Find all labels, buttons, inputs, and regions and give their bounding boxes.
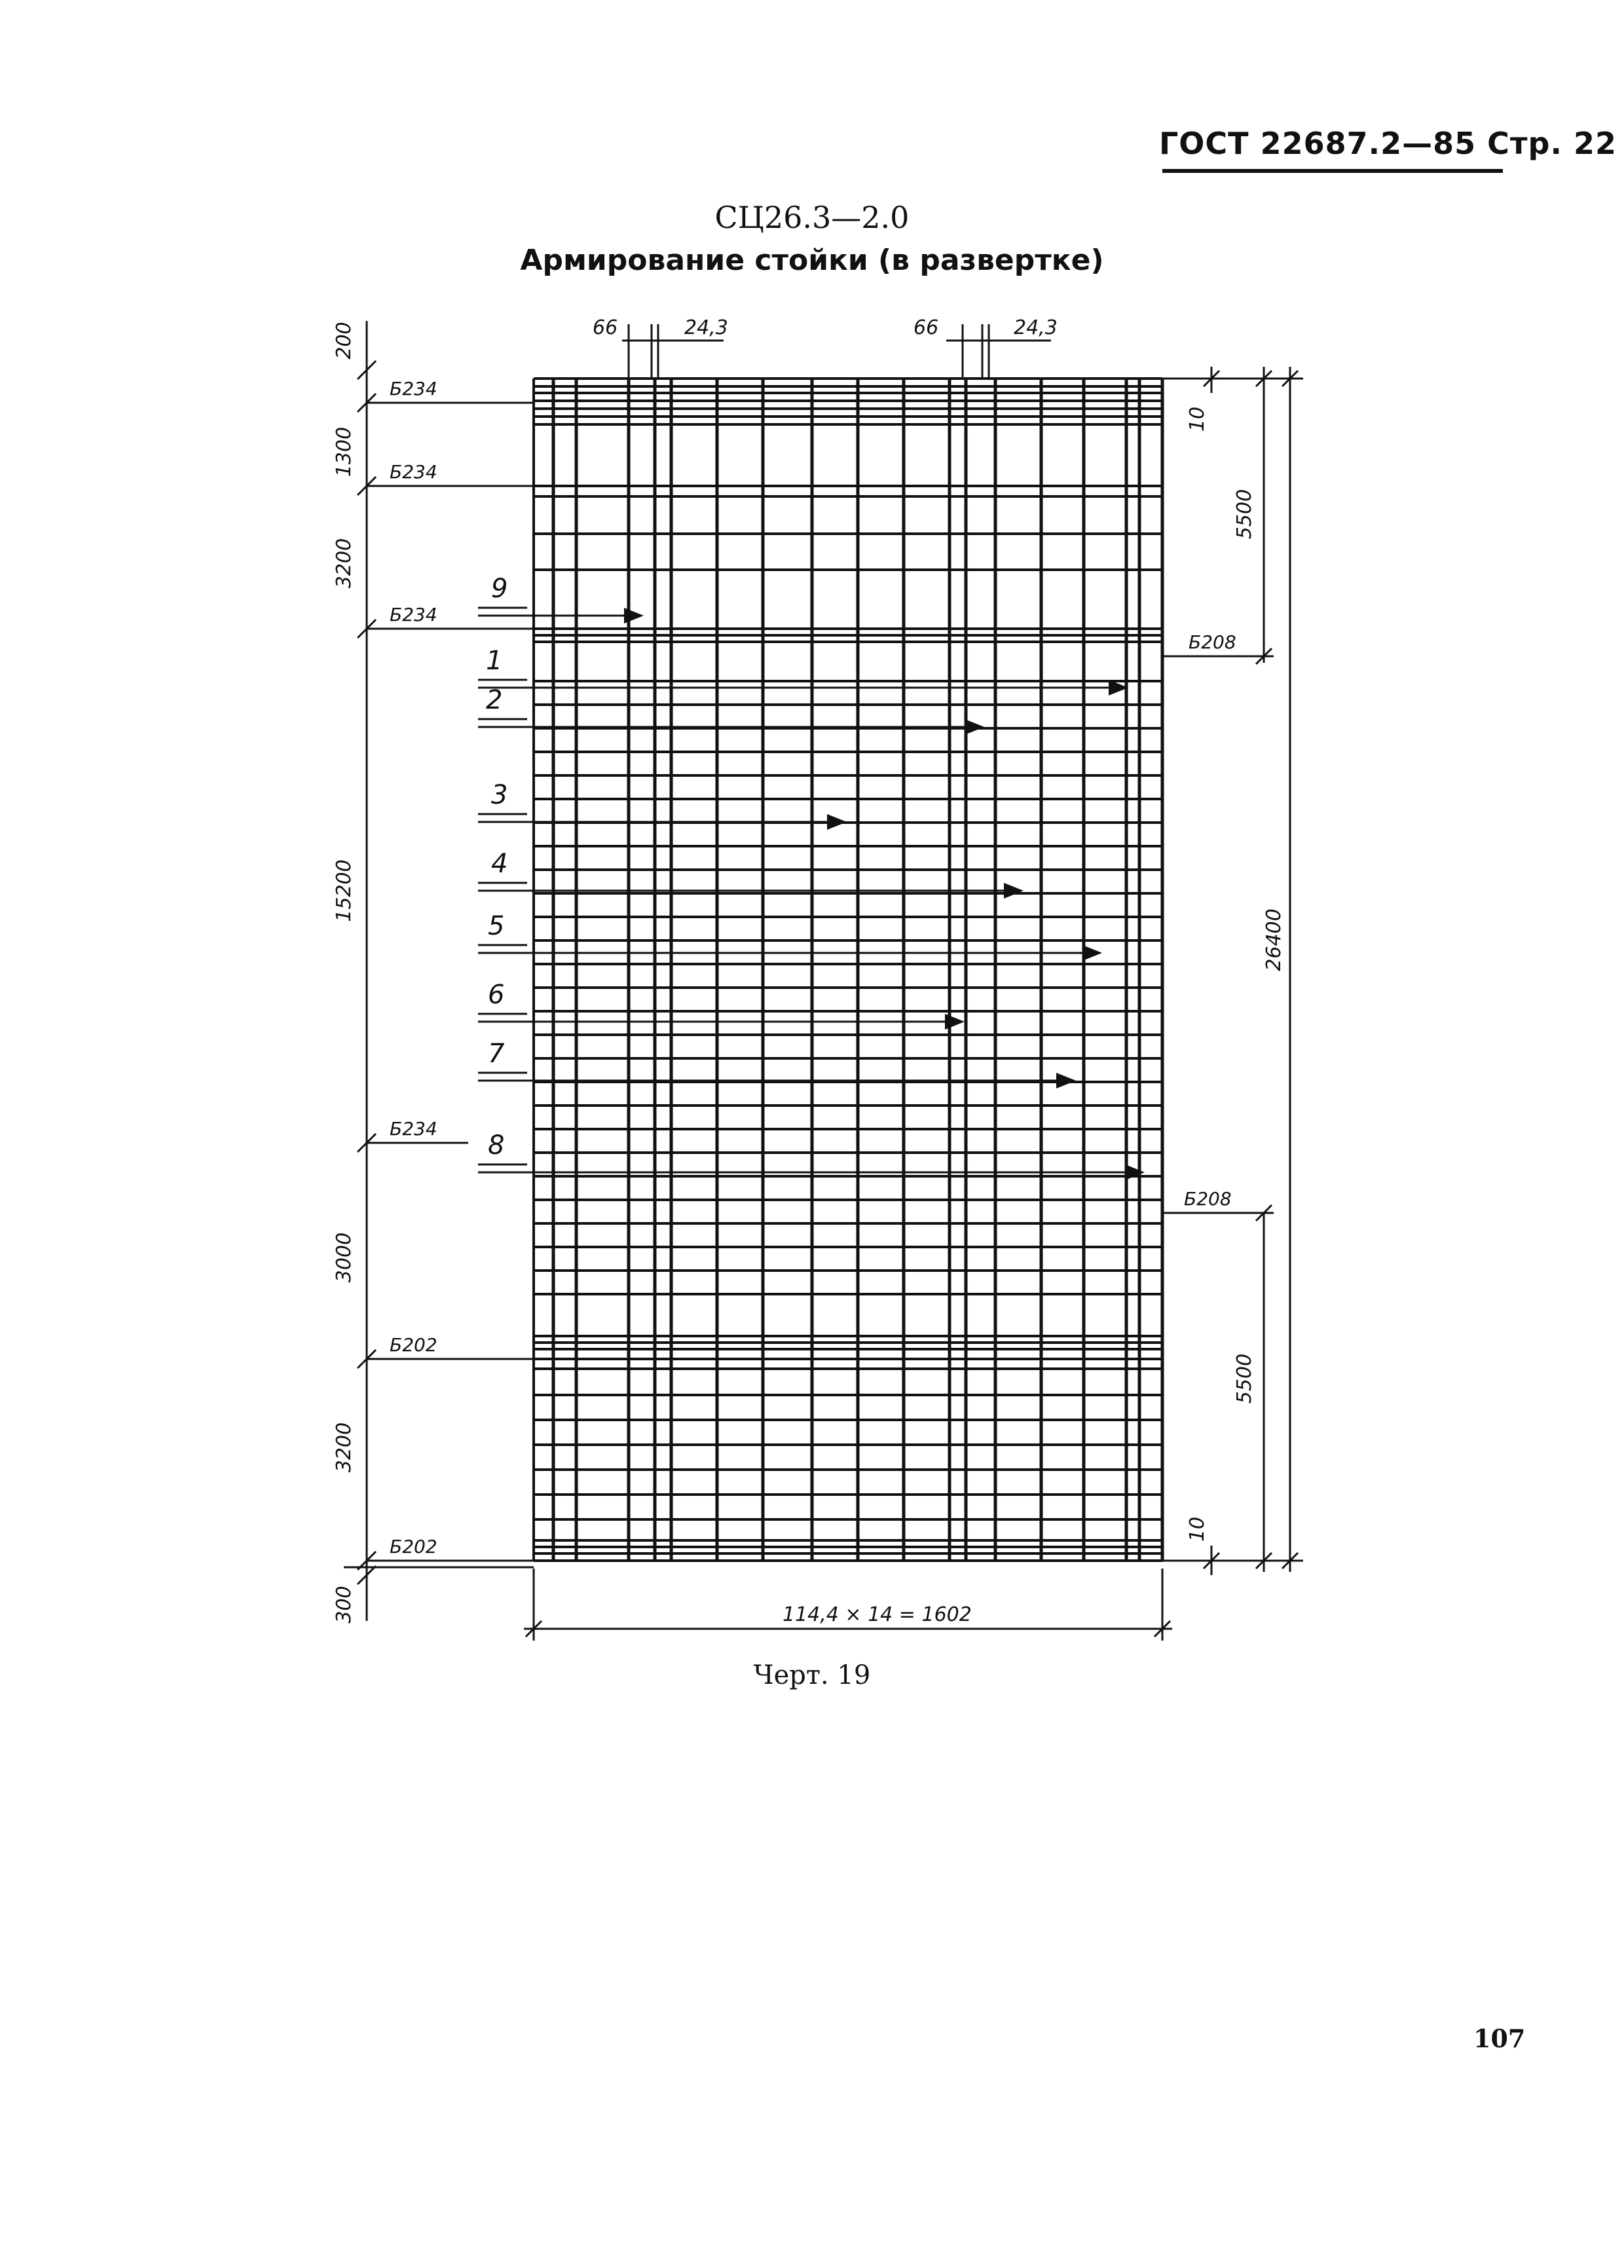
top-dimension-value: 24,3	[684, 316, 728, 339]
right-dimension-value: 5500	[1233, 1353, 1256, 1404]
left-dimension-value: 3200	[333, 1422, 356, 1473]
right-reference-label: Б208	[1184, 1188, 1232, 1210]
left-reference-label: Б234	[390, 604, 437, 625]
reinforcement-grid	[534, 379, 1162, 1561]
drawing-title: Армирование стойки (в развертке)	[520, 244, 1104, 277]
page-number: 107	[1473, 2024, 1526, 2053]
marker-number: 2	[486, 685, 503, 715]
left-reference-label: Б202	[390, 1334, 437, 1356]
right-reference-label: Б208	[1189, 631, 1236, 653]
marker-number: 7	[488, 1039, 505, 1069]
left-dimension-value: 1300	[333, 426, 356, 477]
left-dimension-value: 300	[333, 1586, 356, 1624]
left-dimension-value: 15200	[333, 859, 356, 922]
top-dimension-value: 66	[913, 316, 939, 339]
left-dimension-value: 3000	[333, 1232, 356, 1283]
marker-number: 1	[486, 646, 503, 676]
top-dimension-value: 66	[593, 316, 618, 339]
left-dimension-value: 3200	[333, 538, 356, 589]
left-reference-label: Б234	[390, 1118, 437, 1140]
marker-number: 8	[488, 1130, 505, 1161]
marker-number: 5	[488, 911, 505, 941]
marker-number: 3	[491, 780, 508, 810]
document-header: ГОСТ 22687.2—85 Стр. 22	[1159, 126, 1617, 161]
right-dimension-value: 10	[1186, 406, 1209, 432]
left-dimension-value: 200	[333, 322, 356, 360]
top-dimension-value: 24,3	[1014, 316, 1058, 339]
marker-number: 6	[488, 980, 505, 1010]
left-reference-label: Б202	[390, 1536, 437, 1557]
right-dimension-value: 10	[1186, 1516, 1209, 1542]
left-reference-label: Б234	[390, 378, 437, 400]
right-dimension-value: 26400	[1263, 908, 1285, 971]
bottom-dimension-value: 114,4 × 14 = 1602	[783, 1603, 972, 1626]
left-reference-label: Б234	[390, 461, 437, 483]
marker-number: 9	[491, 574, 508, 604]
figure-caption: Черт. 19	[753, 1660, 871, 1690]
marker-number: 4	[491, 849, 508, 879]
drawing-code: СЦ26.3—2.0	[714, 200, 910, 235]
right-dimension-value: 5500	[1233, 489, 1256, 540]
drawing-labels	[333, 316, 1285, 1626]
